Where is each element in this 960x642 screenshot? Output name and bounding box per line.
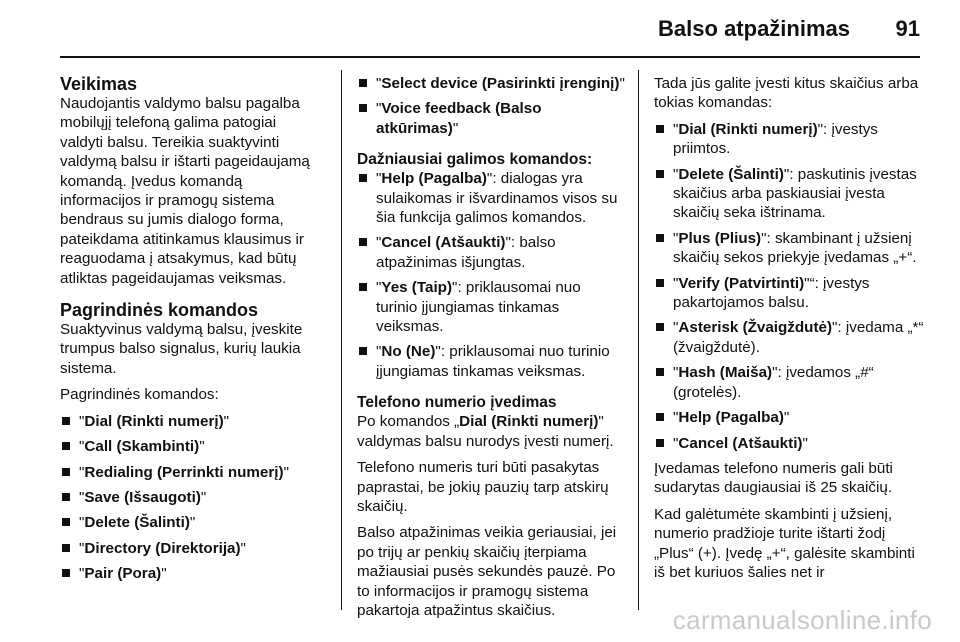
header-rule xyxy=(60,56,920,58)
bullet-icon xyxy=(656,368,664,376)
bullet-icon xyxy=(62,569,70,577)
list-item: "Voice feedback (Balso atkūrimas)" xyxy=(357,99,625,138)
command-description: : priklausomai nuo turinio įjungiamas tinkamas veiksmas. xyxy=(376,279,581,336)
command-name: Voice feedback (Balso atkūrimas) xyxy=(376,100,542,137)
paragraph-suaktyvinus: Suaktyvinus valdymą balsu, įveskite trumpus balso signalus, kurių laukia sistema. xyxy=(60,321,303,377)
bullet-icon xyxy=(62,493,70,501)
page-title: Balso atpažinimas xyxy=(658,16,850,41)
command-name: Dial (Rinkti numerį) xyxy=(84,412,224,430)
basic-commands-list xyxy=(60,412,322,584)
command-description: : įvestys priimtos. xyxy=(673,120,878,158)
column-divider-2 xyxy=(638,70,639,610)
command-name: No (Ne) xyxy=(381,343,436,361)
command-name: Dial (Rinkti numerį) xyxy=(459,413,599,431)
bullet-icon xyxy=(656,413,664,421)
list-item: "Delete (Šalinti)" xyxy=(60,513,322,532)
column-3 xyxy=(654,74,926,589)
list-item: "Asterisk (Žvaigždutė)": įvedama „*“ (žvaigždutė). xyxy=(654,318,926,357)
list-item: "Dial (Rinkti numerį)": įvestys priimtos. xyxy=(654,120,926,159)
paragraph-veikimas: Naudojantis valdymo balsu pagalba mobilųjį telefoną galima patogiai valdyti balsu. Tereikia suaktyvinti valdymą balsu ir ištarti pageidaujamą komandą. Įvedus komandą informacijos ir pramogų sistema bendraus su jumis dialogo forma, pateikdama atitinkamus klausimus ir reaguodama į atsakymus, kad būtų atliktas pageidaujamas veiksmas. xyxy=(60,95,310,287)
command-description: : skambinant į užsienį skaičių sekos priekyje įvedamas „+“. xyxy=(673,229,917,267)
list-item: "Directory (Direktorija)" xyxy=(60,539,322,558)
bullet-icon xyxy=(359,174,367,182)
bullet-icon xyxy=(656,439,664,447)
list-item: "No (Ne)": priklausomai nuo turinio įjungiamas tinkamas veiksmas. xyxy=(357,342,625,381)
list-item: "Call (Skambinti)" xyxy=(60,437,322,456)
bullet-icon xyxy=(656,279,664,287)
page-header xyxy=(0,0,960,56)
command-name: Dial (Rinkti numerį) xyxy=(678,120,818,138)
bullet-icon xyxy=(359,79,367,87)
command-description: : balso atpažinimas išjungtas. xyxy=(376,234,556,271)
list-item: "Pair (Pora)" xyxy=(60,564,322,583)
command-description: : priklausomai nuo turinio įjungiamas tinkamas veiksmas. xyxy=(376,343,610,380)
command-name: Pair (Pora) xyxy=(84,565,162,583)
watermark-text: carmanualsonline.info xyxy=(672,605,932,635)
section-heading-veikimas: Veikimas xyxy=(60,74,138,94)
bullet-icon xyxy=(656,234,664,242)
command-name: Hash (Maiša) xyxy=(678,364,773,382)
bullet-icon xyxy=(62,417,70,425)
list-item: "Dial (Rinkti numerį)" xyxy=(60,412,322,431)
paragraph-max-digits: Įvedamas telefono numeris gali būti sudarytas daugiausiai iš 25 skaičių. xyxy=(654,459,893,497)
command-description: : įvedama „*“ (žvaigždutė). xyxy=(673,319,924,356)
list-item: "Select device (Pasirinkti įrenginį)" xyxy=(357,74,625,93)
command-name: Delete (Šalinti) xyxy=(84,514,190,532)
list-item: "Delete (Šalinti)": paskutinis įvestas skaičius arba paskiausiai įvesta skaičių seka ištrinama. xyxy=(654,165,926,223)
list-item: "Save (Išsaugoti)" xyxy=(60,488,322,507)
bullet-icon xyxy=(359,283,367,291)
command-description: : įvedamos „#“ (grotelės). xyxy=(673,364,874,401)
list-item: "Redialing (Perrinkti numerį)" xyxy=(60,463,322,482)
command-name: Directory (Direktorija) xyxy=(84,539,241,557)
command-name: Verify (Patvirtinti) xyxy=(678,274,805,292)
list-item: "Verify (Patvirtinti)"“: įvestys pakartojamos balsu. xyxy=(654,274,926,313)
bullet-icon xyxy=(656,323,664,331)
list-item: "Help (Pagalba)": dialogas yra sulaikomas ir išvardinamos visos su šia funkcija galimos komandos. xyxy=(357,169,625,227)
list-item: "Cancel (Atšaukti)" xyxy=(654,434,926,453)
bullet-icon xyxy=(359,104,367,112)
command-name: Select device (Pasirinkti įrenginį) xyxy=(381,75,620,92)
bullet-icon xyxy=(62,518,70,526)
paragraph-international: Kad galėtumėte skambinti į užsienį, numerio pradžioje turite ištarti žodį „Plus“ (+). Įvedę „+“, galėsite skambinti iš bet kuriuos šalies net ir xyxy=(654,505,915,581)
phone-commands-list xyxy=(654,120,926,453)
section-heading-common: Dažniausiai galimos komandos: xyxy=(357,151,593,169)
command-name: Save (Išsaugoti) xyxy=(84,488,201,506)
bullet-icon xyxy=(656,125,664,133)
bullet-icon xyxy=(359,347,367,355)
command-name: Call (Skambinti) xyxy=(84,438,200,456)
list-item: "Help (Pagalba)" xyxy=(654,408,926,427)
paragraph-phone-simple: Telefono numeris turi būti pasakytas paprastai, be jokių pauzių tarp atskirų skaičių. xyxy=(357,459,609,515)
command-name: Plus (Plius) xyxy=(678,229,762,247)
bullet-icon xyxy=(656,170,664,178)
paragraph-intro: Tada jūs galite įvesti kitus skaičius arba tokias komandas: xyxy=(654,75,919,112)
command-name: Asterisk (Žvaigždutė) xyxy=(678,319,833,337)
list-item: "Yes (Taip)": priklausomai nuo turinio įjungiamas tinkamas veiksmas. xyxy=(357,278,625,336)
list-item: "Cancel (Atšaukti)": balso atpažinimas išjungtas. xyxy=(357,233,625,272)
list-item: "Hash (Maiša)": įvedamos „#“ (grotelės). xyxy=(654,363,926,402)
text-pre: Po komandos „ xyxy=(357,413,460,431)
command-name: Cancel (Atšaukti) xyxy=(678,434,803,452)
column-divider-1 xyxy=(341,70,342,610)
text-post: " valdymas balsu nurodys įvesti numerį. xyxy=(357,413,614,450)
bullet-icon xyxy=(62,544,70,552)
column-1 xyxy=(60,74,322,590)
command-name: Help (Pagalba) xyxy=(381,170,487,188)
common-commands-list xyxy=(357,169,625,381)
command-name: Cancel (Atšaukti) xyxy=(381,234,506,252)
paragraph-phone-pause: Balso atpažinimas veikia geriausiai, jei po trijų ar penkių skaičių įterpiama mažiausiai pusės sekundės pauzė. Po to informacijos ir pramogų sistema pakartoja atpažintus skaičius. xyxy=(357,524,617,619)
command-name: Yes (Taip) xyxy=(381,279,453,297)
command-name: Redialing (Perrinkti numerį) xyxy=(84,463,284,481)
section-heading-phone: Telefono numerio įvedimas xyxy=(357,394,557,412)
command-name: Delete (Šalinti) xyxy=(678,165,784,183)
bullet-icon xyxy=(62,468,70,476)
basic-commands-list-cont xyxy=(357,74,625,138)
command-description: “: įvestys pakartojamos balsu. xyxy=(673,274,870,312)
bullet-icon xyxy=(359,238,367,246)
column-2 xyxy=(357,74,625,627)
section-heading-pagrindines: Pagrindinės komandos xyxy=(60,300,259,321)
command-name: Help (Pagalba) xyxy=(678,409,784,427)
paragraph-phone-dial xyxy=(357,412,625,451)
paragraph-pagrindines-label: Pagrindinės komandos: xyxy=(60,386,219,404)
command-description: : paskutinis įvestas skaičius arba paskiausiai įvesta skaičių seka ištrinama. xyxy=(673,165,917,222)
page-number: 91 xyxy=(895,16,920,41)
list-item: "Plus (Plius)": skambinant į užsienį skaičių sekos priekyje įvedamas „+“. xyxy=(654,229,926,268)
command-description: : dialogas yra sulaikomas ir išvardinamos visos su šia funkcija galimos komandos. xyxy=(376,170,618,227)
bullet-icon xyxy=(62,442,70,450)
